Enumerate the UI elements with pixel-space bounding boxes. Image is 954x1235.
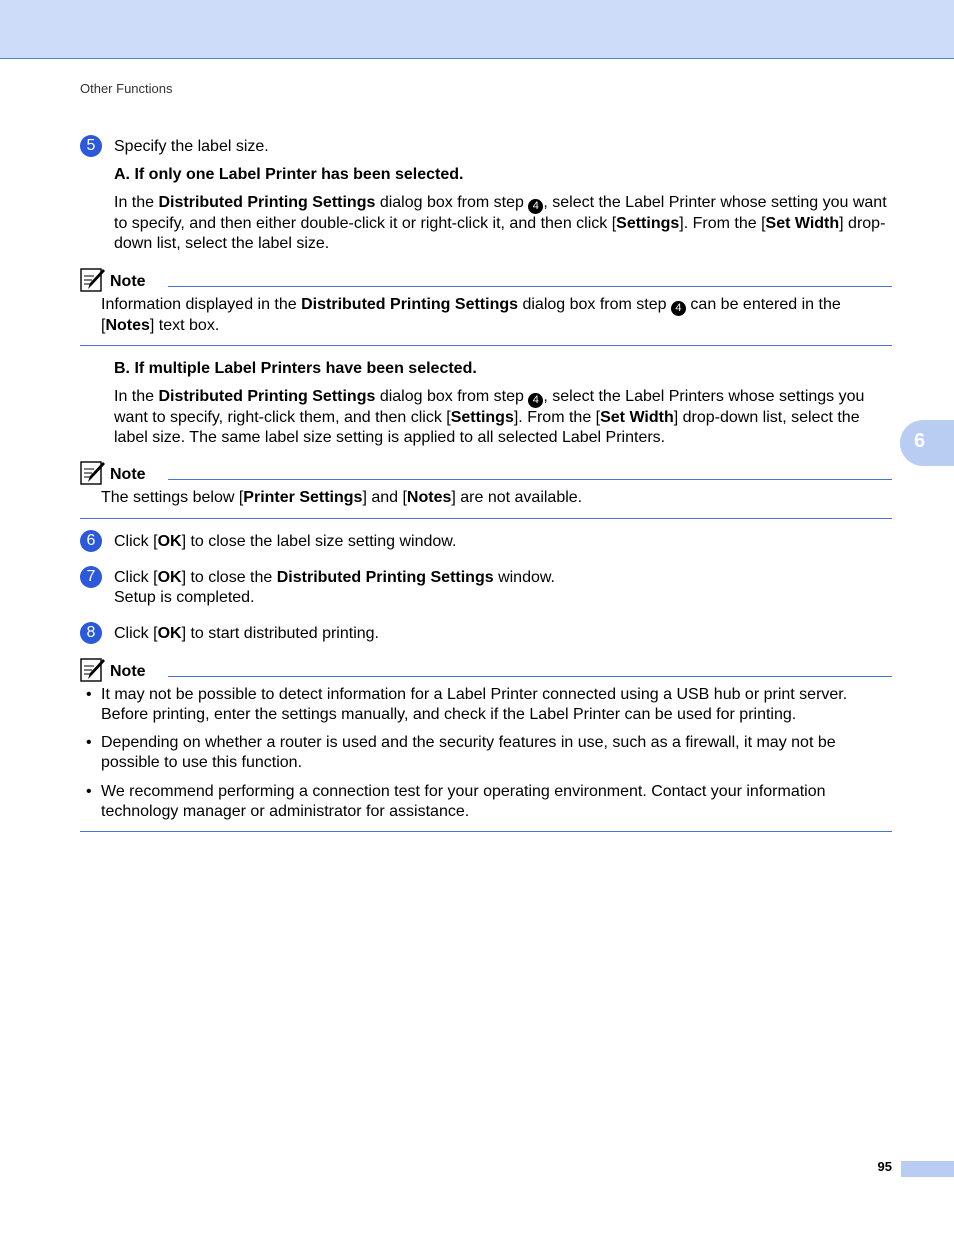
step-8-badge: 8 — [80, 622, 102, 644]
subsection-b-heading: B. If multiple Label Printers have been selected. — [114, 360, 477, 377]
note-divider — [168, 286, 892, 287]
note-divider — [168, 479, 892, 480]
bullet-marker: • — [86, 783, 92, 800]
step-7-badge: 7 — [80, 566, 102, 588]
note-pencil-icon — [80, 460, 106, 486]
note-label: Note — [110, 273, 146, 290]
note-end-rule — [80, 518, 892, 519]
note-c-item-2: Depending on whether a router is used and the security features in use, such as a firewall, it may not be possible to use this function. — [101, 734, 836, 771]
page-number-bar — [901, 1161, 954, 1177]
note-end-rule — [80, 831, 892, 832]
step-5-badge: 5 — [80, 135, 102, 157]
note-pencil-icon — [80, 267, 106, 293]
note-label: Note — [110, 466, 146, 483]
step-4-ref: 4 — [671, 301, 686, 316]
note-c-item-1: It may not be possible to detect information for a Label Printer connected using a USB hub or print server. Before printing, enter the settings manually, and check if the Label Printer can be used for printing. — [101, 686, 848, 723]
step-6-text: Click [OK] to close the label size setting window. — [114, 533, 457, 550]
subsection-a-body: In the Distributed Printing Settings dialog box from step 4 , select the Label Printer whose setting you want to specify, and then either double-click it or right-click it, and then click [Settings]. From the [Set Width] drop-down list, select the label size. — [114, 194, 887, 252]
chapter-number: 6 — [914, 430, 926, 452]
bullet-marker: • — [86, 686, 92, 703]
bullet-marker: • — [86, 734, 92, 751]
step-7-text: Click [OK] to close the Distributed Printing Settings window. Setup is completed. — [114, 569, 555, 606]
note-label: Note — [110, 663, 146, 680]
step-4-ref: 4 — [528, 393, 543, 408]
section-title: Other Functions — [80, 81, 173, 96]
chapter-tab — [900, 420, 954, 466]
page-number: 95 — [877, 1159, 892, 1174]
subsection-b-body: In the Distributed Printing Settings dialog box from step 4 , select the Label Printers whose settings you want to specify, right-click them, and then click [Settings]. From the [Set Width] drop-down list, select the label size. The same label size setting is applied to all selected Label Printers. — [114, 388, 865, 446]
note-b-text: The settings below [Printer Settings] and [Notes] are not available. — [101, 489, 583, 506]
note-c-item-3: We recommend performing a connection test for your operating environment. Contact your information technology manager or administrator for assistance. — [101, 783, 826, 820]
note-pencil-icon — [80, 657, 106, 683]
step-6-badge: 6 — [80, 530, 102, 552]
step-5-text: Specify the label size. — [114, 138, 269, 155]
step-8-text: Click [OK] to start distributed printing. — [114, 625, 379, 642]
header-band — [0, 0, 954, 59]
subsection-a-heading: A. If only one Label Printer has been selected. — [114, 166, 464, 183]
note-end-rule — [80, 345, 892, 346]
step-4-ref: 4 — [528, 199, 543, 214]
note-a-text: Information displayed in the Distributed Printing Settings dialog box from step 4 can be entered in the [Notes] text box. — [101, 296, 841, 334]
note-divider — [168, 676, 892, 677]
